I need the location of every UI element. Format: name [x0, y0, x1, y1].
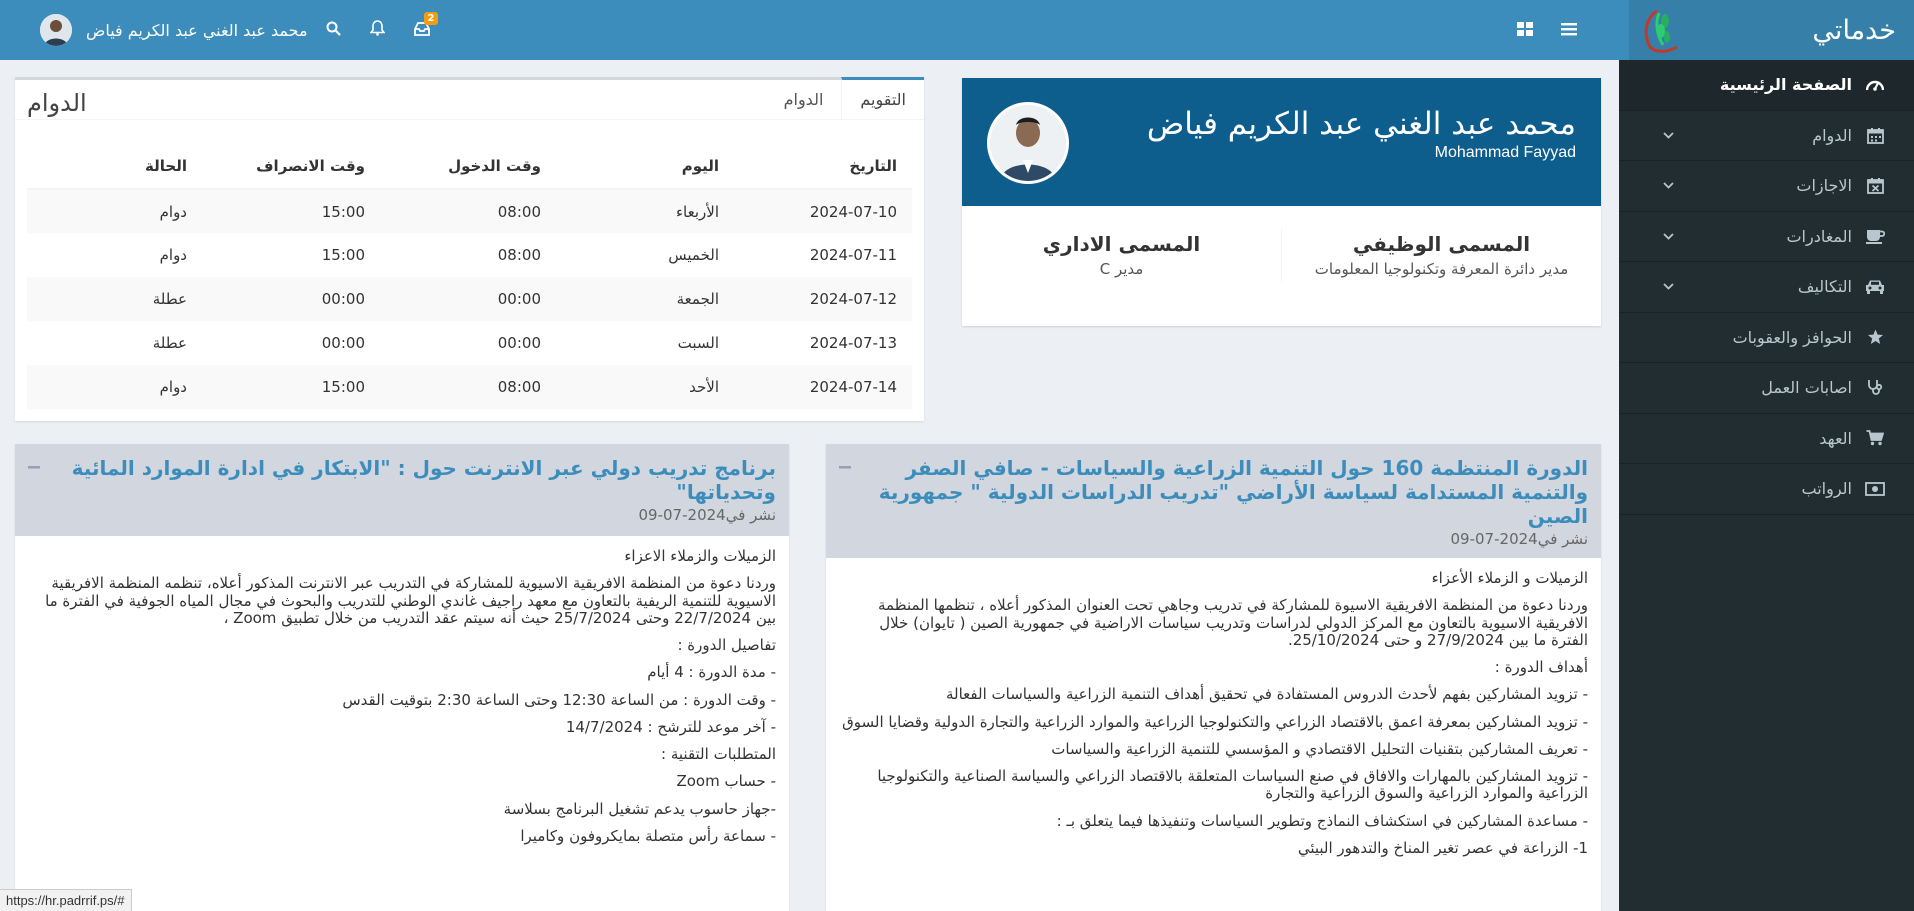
column-header: وقت الدخول: [380, 144, 556, 189]
navbar: [0, 0, 1629, 60]
main-content: [0, 60, 1619, 911]
news-paragraph: 1- الزراعة في عصر تغير المناخ والتدهور البيئي: [1297, 838, 1588, 857]
table-cell: 08:00: [497, 202, 541, 221]
table-cell: دوام: [159, 202, 187, 221]
column-header: اليوم: [556, 144, 734, 189]
money-icon: [1864, 482, 1886, 496]
table-cell: عطلة: [152, 290, 187, 308]
news-date: نشر في2024-07-09: [1450, 530, 1588, 548]
profile-header: [962, 78, 1601, 206]
car-icon: [1864, 279, 1886, 294]
collapse-button[interactable]: [23, 454, 45, 472]
news-paragraph: الزميلات و الزملاء الأعزاء: [1431, 569, 1588, 587]
table-cell: 2024-07-14: [809, 378, 897, 396]
table-cell: الأربعاء: [675, 202, 719, 221]
sidebar-item-home[interactable]: [1619, 60, 1914, 111]
job-title-section: [1282, 228, 1601, 283]
news-paragraph: أهداف الدورة :: [1494, 658, 1588, 676]
profile-card: [962, 78, 1601, 326]
sidebar-item-label: المغادرات: [1786, 226, 1852, 246]
news-item: [826, 444, 1601, 911]
tab-attendance[interactable]: الدوام: [783, 90, 824, 109]
sidebar-item-work-injuries[interactable]: [1619, 363, 1914, 414]
news-paragraph: المتطلبات التقنية :: [661, 745, 776, 763]
table-cell: الجمعة: [676, 290, 719, 308]
sidebar-item-label: العهد: [1819, 428, 1852, 448]
table-cell: 2024-07-11: [809, 246, 897, 264]
profile-photo: [987, 102, 1069, 184]
admin-title-value: مدير C: [1099, 260, 1144, 278]
table-cell: 00:00: [497, 334, 541, 352]
cart-icon: [1864, 430, 1886, 446]
sidebar-item-departures[interactable]: [1619, 212, 1914, 263]
news-paragraph: تفاصيل الدورة :: [677, 636, 776, 654]
inbox-button[interactable]: [400, 8, 444, 52]
chevron-down-icon: [1661, 132, 1675, 139]
sidebar-item-assignments[interactable]: [1619, 262, 1914, 313]
table-row: [27, 189, 912, 233]
news-paragraph: - مساعدة المشاركين في استكشاف النماذج وتطوير السياسات وتنفيذها فيما يتعلق بـ :: [1056, 811, 1588, 830]
table-cell: 00:00: [321, 334, 365, 352]
attendance-tabs: [15, 80, 924, 120]
table-cell: 2024-07-10: [809, 202, 897, 221]
table-row: [27, 277, 912, 321]
avatar: [40, 14, 72, 46]
table-cell: 08:00: [497, 246, 541, 264]
news-paragraph: - آخر موعد للترشح : 14/7/2024: [565, 717, 776, 736]
admin-title-label: المسمى الاداري: [1042, 232, 1201, 256]
chevron-down-icon: [1661, 233, 1675, 240]
minus-icon: [839, 454, 851, 473]
table-row: [27, 321, 912, 365]
inbox-count-badge: 2: [424, 12, 439, 25]
sidebar-item-label: اصابات العمل: [1761, 378, 1852, 398]
news-paragraph: -جهاز حاسوب يدعم تشغيل البرنامج بسلاسة: [503, 799, 776, 818]
table-cell: 15:00: [321, 378, 365, 396]
news-item: [15, 444, 789, 911]
chevron-down-icon: [1661, 283, 1675, 290]
table-cell: 2024-07-13: [809, 334, 897, 352]
coffee-icon: [1864, 229, 1886, 244]
tab-calendar[interactable]: التقويم: [841, 77, 924, 119]
brand-title: خدماتي: [1812, 14, 1896, 46]
table-row: [27, 365, 912, 409]
sidebar-item-label: الصفحة الرئيسية: [1719, 75, 1852, 95]
sidebar-item-salaries[interactable]: [1619, 464, 1914, 515]
user-menu[interactable]: [40, 14, 308, 46]
news-paragraph: - تعريف المشاركين بتقنيات التحليل الاقتصادي و المؤسسي للتنمية الزراعية والسياسات: [1051, 739, 1588, 758]
news-title[interactable]: الدورة المنتظمة 160 حول التنمية الزراعية والسياسات - صافي الصفر والتنمية المستدامة لسياسة الأراضي "تدريب الدراسات الدولية " جمهورية الصين: [878, 456, 1588, 528]
news-body: [15, 536, 789, 867]
top-bar: [0, 0, 1914, 60]
sidebar-item-label: الرواتب: [1801, 479, 1852, 499]
bell-icon: [370, 20, 385, 40]
news-paragraph: - تزويد المشاركين بالمهارات والافاق في صنع السياسات المتعلقة بالاقتصاد الزراعي والسياسة الصناعية والتكنولوجيا الزراعية والموارد الزراعية والسوق الزراعية والتجارة: [877, 767, 1588, 803]
star-icon: [1864, 329, 1886, 345]
news-paragraph: - حساب Zoom: [676, 772, 776, 791]
sidebar-item-label: الحوافز والعقوبات: [1732, 327, 1852, 347]
sidebar-toggle-button[interactable]: [1547, 8, 1591, 52]
status-bar-url: https://hr.padrrif.ps/#: [0, 889, 132, 911]
table-cell: 15:00: [321, 202, 365, 221]
table-header-row: [27, 144, 912, 189]
user-name: محمد عبد الغني عبد الكريم فياض: [86, 20, 308, 40]
table-cell: 00:00: [321, 290, 365, 308]
column-header: الحالة: [27, 144, 202, 189]
table-cell: دوام: [159, 246, 187, 264]
news-paragraph: - تزويد المشاركين بمعرفة اعمق بالاقتصاد الزراعي والتكنولوجيا الزراعية والموارد الزراعية والتجارة الدولية وقضايا السوق: [842, 712, 1588, 731]
menu-icon: [1561, 21, 1577, 40]
notifications-button[interactable]: [356, 8, 400, 52]
news-date: نشر في2024-07-09: [638, 506, 776, 524]
news-paragraph: وردنا دعوة من المنظمة الافريقية الاسيوية للمشاركة في التدريب عبر الانترنت المذكور أعلاه، تنظمه المنظمة الافريقية الاسيوية للتنمية الريفية بالتعاون مع معهد راجيف غاندي الوطني للتدريب والبحوث في مجال المياه الجوفية في الفترة ما بين 22/7/2024 وحتى 25/7/2024 حيث أنه سيتم عقد التدريب من خلال تطبيق Zoom ،: [45, 574, 776, 627]
sidebar-item-label: التكاليف: [1797, 277, 1852, 297]
sidebar-item-custody[interactable]: [1619, 414, 1914, 465]
table-cell: عطلة: [152, 334, 187, 352]
profile-name-english: Mohammad Fayyad: [1434, 144, 1576, 161]
attendance-title: الدوام: [27, 89, 87, 117]
news-paragraph: - تزويد المشاركين بفهم لأحدث الدروس المستفادة في تحقيق أهداف التنمية الزراعية والسياسات الفعالة: [946, 685, 1588, 704]
news-paragraph: - مدة الدورة : 4 أيام: [647, 663, 776, 682]
attendance-box: [15, 77, 924, 421]
dashboard-icon: [1864, 77, 1886, 93]
sidebar-item-attendance[interactable]: [1619, 111, 1914, 162]
collapse-button[interactable]: [834, 454, 856, 472]
column-header: التاريخ: [734, 144, 912, 189]
calendar-x-icon: [1864, 177, 1886, 194]
table-cell: 08:00: [497, 378, 541, 396]
column-header: وقت الانصراف: [202, 144, 380, 189]
sidebar-item-leaves[interactable]: [1619, 161, 1914, 212]
search-icon: [326, 21, 341, 40]
news-paragraph: - سماعة رأس متصلة بمايكروفون وكاميرا: [520, 826, 776, 845]
calendar-icon: [1864, 127, 1886, 144]
brand-area[interactable]: [1629, 0, 1914, 60]
table-cell: الخميس: [668, 246, 719, 264]
profile-name: محمد عبد الغني عبد الكريم فياض: [1146, 106, 1576, 142]
search-button[interactable]: [312, 8, 356, 52]
attendance-table: [27, 144, 912, 409]
news-header: [15, 444, 789, 536]
logo-icon: [1637, 5, 1685, 55]
sidebar-item-label: الاجازات: [1796, 176, 1852, 196]
news-title[interactable]: برنامج تدريب دولي عبر الانترنت حول : "الابتكار في ادارة الموارد المائية وتحدياتها": [71, 456, 776, 504]
sidebar-item-incentives[interactable]: [1619, 313, 1914, 364]
news-body: [826, 558, 1601, 879]
table-row: [27, 233, 912, 277]
minus-icon: [28, 454, 40, 473]
job-title-label: المسمى الوظيفي: [1352, 232, 1531, 256]
table-cell: السبت: [677, 334, 719, 352]
table-cell: 15:00: [321, 246, 365, 264]
sidebar-item-label: الدوام: [1812, 125, 1852, 145]
chevron-down-icon: [1661, 182, 1675, 189]
grid-icon: [1517, 21, 1533, 40]
news-paragraph: - وقت الدورة : من الساعة 12:30 وحتى الساعة 2:30 بتوقيت القدس: [342, 690, 776, 709]
sidebar: [1619, 60, 1914, 911]
apps-button[interactable]: [1503, 8, 1547, 52]
news-paragraph: وردنا دعوة من المنظمة الافريقية الاسيوة للمشاركة في تدريب وجاهي تحت العنوان المذكور أعلاه ، تنظمها المنظمة الافريقية الاسيوية بالتعاون مع المركز الدولي لدراسات وتدريب سياسات الاراضية في جمهورية الصين ( تايوان) خلال الفترة ما بين 27/9/2024 و حتى 25/10/2024.: [877, 596, 1588, 649]
news-paragraph: الزميلات والزملاء الاعزاء: [624, 547, 776, 565]
table-cell: 00:00: [497, 290, 541, 308]
admin-title-section: [962, 228, 1282, 283]
stethoscope-icon: [1864, 379, 1886, 396]
table-cell: 2024-07-12: [809, 290, 897, 308]
table-cell: دوام: [159, 378, 187, 396]
table-cell: الأحد: [689, 378, 719, 396]
job-title-value: مدير دائرة المعرفة وتكنولوجيا المعلومات: [1314, 260, 1569, 278]
news-header: [826, 444, 1601, 558]
